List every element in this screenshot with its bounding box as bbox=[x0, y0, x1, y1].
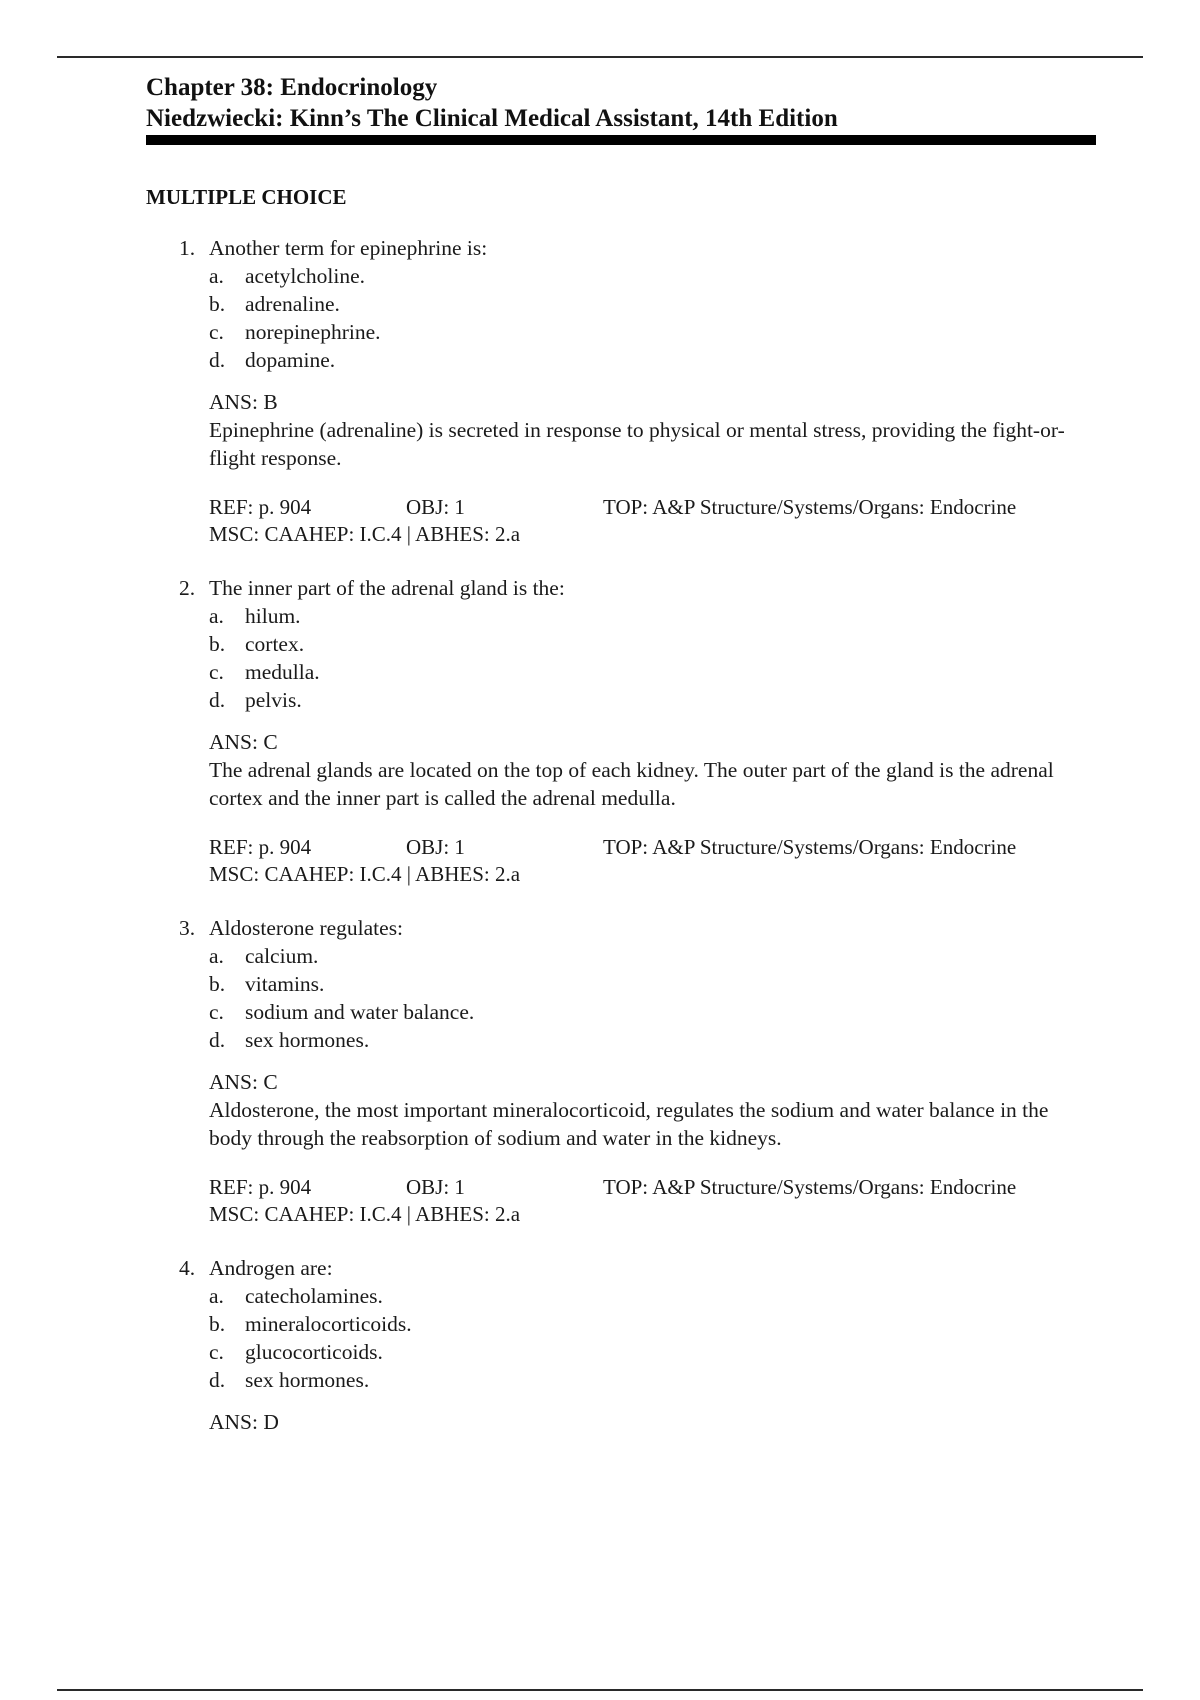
choice-list bbox=[209, 942, 1096, 1054]
objective: OBJ: 1 bbox=[406, 1175, 465, 1199]
rationale: The adrenal glands are located on the top of each kidney. The outer part of the gland is the adrenal cortex and the inner part is called the adrenal medulla. bbox=[209, 758, 1054, 810]
question-item bbox=[146, 234, 1096, 548]
choice-text: dopamine. bbox=[245, 348, 336, 372]
answer-block bbox=[209, 1068, 1096, 1228]
question-stem: Androgen are: bbox=[209, 1256, 333, 1280]
topic: TOP: A&P Structure/Systems/Organs: Endocrine bbox=[603, 835, 1017, 859]
document-header bbox=[146, 72, 1096, 134]
choice-letter: c. bbox=[209, 1000, 224, 1024]
choice-item bbox=[209, 942, 1096, 970]
section-title: MULTIPLE CHOICE bbox=[146, 185, 347, 209]
choice-letter: a. bbox=[209, 1284, 224, 1308]
choice-item bbox=[209, 970, 1096, 998]
answer-key: ANS: B bbox=[209, 390, 278, 414]
question-metadata bbox=[209, 494, 1096, 548]
reference: REF: p. 904 bbox=[209, 1175, 312, 1199]
choice-letter: d. bbox=[209, 348, 226, 372]
choice-text: calcium. bbox=[245, 944, 319, 968]
header-divider bbox=[146, 135, 1096, 145]
answer-block bbox=[209, 388, 1096, 548]
choice-text: cortex. bbox=[245, 632, 305, 656]
choice-letter: c. bbox=[209, 1340, 224, 1364]
choice-item bbox=[209, 658, 1096, 686]
reference: REF: p. 904 bbox=[209, 835, 312, 859]
choice-letter: c. bbox=[209, 660, 224, 684]
question-list bbox=[146, 234, 1096, 1462]
chapter-title: Chapter 38: Endocrinology bbox=[146, 74, 438, 101]
choice-item bbox=[209, 686, 1096, 714]
question-item bbox=[146, 574, 1096, 888]
choice-letter: d. bbox=[209, 1028, 226, 1052]
choice-text: mineralocorticoids. bbox=[245, 1312, 412, 1336]
choice-list bbox=[209, 262, 1096, 374]
choice-letter: a. bbox=[209, 944, 224, 968]
question-stem: Aldosterone regulates: bbox=[209, 916, 404, 940]
answer-key: ANS: C bbox=[209, 730, 278, 754]
choice-letter: b. bbox=[209, 632, 226, 656]
choice-list bbox=[209, 602, 1096, 714]
topic: TOP: A&P Structure/Systems/Organs: Endocrine bbox=[603, 495, 1017, 519]
choice-text: sex hormones. bbox=[245, 1028, 370, 1052]
choice-item bbox=[209, 290, 1096, 318]
question-number: 4. bbox=[179, 1256, 196, 1280]
book-title: Niedzwiecki: Kinn’s The Clinical Medical Assistant, 14th Edition bbox=[146, 105, 838, 132]
top-page-rule bbox=[57, 56, 1143, 58]
misc-standards: MSC: CAAHEP: I.C.4 | ABHES: 2.a bbox=[209, 1202, 521, 1226]
question-number: 2. bbox=[179, 576, 196, 600]
choice-text: pelvis. bbox=[245, 688, 302, 712]
question-item bbox=[146, 1254, 1096, 1436]
rationale: Aldosterone, the most important mineralocorticoid, regulates the sodium and water balance in the body through the reabsorption of sodium and water in the kidneys. bbox=[209, 1098, 1049, 1150]
choice-item bbox=[209, 318, 1096, 346]
answer-block bbox=[209, 728, 1096, 888]
topic: TOP: A&P Structure/Systems/Organs: Endocrine bbox=[603, 1175, 1017, 1199]
reference: REF: p. 904 bbox=[209, 495, 312, 519]
question-item bbox=[146, 914, 1096, 1228]
rationale: Epinephrine (adrenaline) is secreted in response to physical or mental stress, providing the fight-or-flight response. bbox=[209, 418, 1065, 470]
choice-text: vitamins. bbox=[245, 972, 325, 996]
choice-text: acetylcholine. bbox=[245, 264, 365, 288]
choice-text: hilum. bbox=[245, 604, 301, 628]
misc-standards: MSC: CAAHEP: I.C.4 | ABHES: 2.a bbox=[209, 522, 521, 546]
choice-item bbox=[209, 1282, 1096, 1310]
choice-item bbox=[209, 630, 1096, 658]
choice-text: medulla. bbox=[245, 660, 320, 684]
choice-text: sodium and water balance. bbox=[245, 1000, 475, 1024]
question-stem: Another term for epinephrine is: bbox=[209, 236, 488, 260]
misc-standards: MSC: CAAHEP: I.C.4 | ABHES: 2.a bbox=[209, 862, 521, 886]
question-number: 1. bbox=[179, 236, 196, 260]
choice-letter: c. bbox=[209, 320, 224, 344]
choice-letter: a. bbox=[209, 264, 224, 288]
choice-item bbox=[209, 262, 1096, 290]
question-metadata bbox=[209, 1174, 1096, 1228]
choice-letter: a. bbox=[209, 604, 224, 628]
choice-letter: b. bbox=[209, 1312, 226, 1336]
choice-item bbox=[209, 1338, 1096, 1366]
choice-item bbox=[209, 602, 1096, 630]
choice-item bbox=[209, 1026, 1096, 1054]
choice-text: sex hormones. bbox=[245, 1368, 370, 1392]
objective: OBJ: 1 bbox=[406, 835, 465, 859]
question-metadata bbox=[209, 834, 1096, 888]
question-stem: The inner part of the adrenal gland is the: bbox=[209, 576, 565, 600]
choice-letter: b. bbox=[209, 972, 226, 996]
choice-item bbox=[209, 1310, 1096, 1338]
choice-list bbox=[209, 1282, 1096, 1394]
choice-letter: b. bbox=[209, 292, 226, 316]
choice-item bbox=[209, 998, 1096, 1026]
bottom-page-rule bbox=[57, 1689, 1143, 1691]
answer-block bbox=[209, 1408, 1096, 1436]
choice-letter: d. bbox=[209, 688, 226, 712]
choice-letter: d. bbox=[209, 1368, 226, 1392]
choice-text: adrenaline. bbox=[245, 292, 340, 316]
answer-key: ANS: C bbox=[209, 1070, 278, 1094]
answer-key: ANS: D bbox=[209, 1410, 279, 1434]
objective: OBJ: 1 bbox=[406, 495, 465, 519]
choice-text: norepinephrine. bbox=[245, 320, 381, 344]
question-number: 3. bbox=[179, 916, 196, 940]
choice-item bbox=[209, 1366, 1096, 1394]
choice-text: glucocorticoids. bbox=[245, 1340, 383, 1364]
choice-text: catecholamines. bbox=[245, 1284, 383, 1308]
choice-item bbox=[209, 346, 1096, 374]
